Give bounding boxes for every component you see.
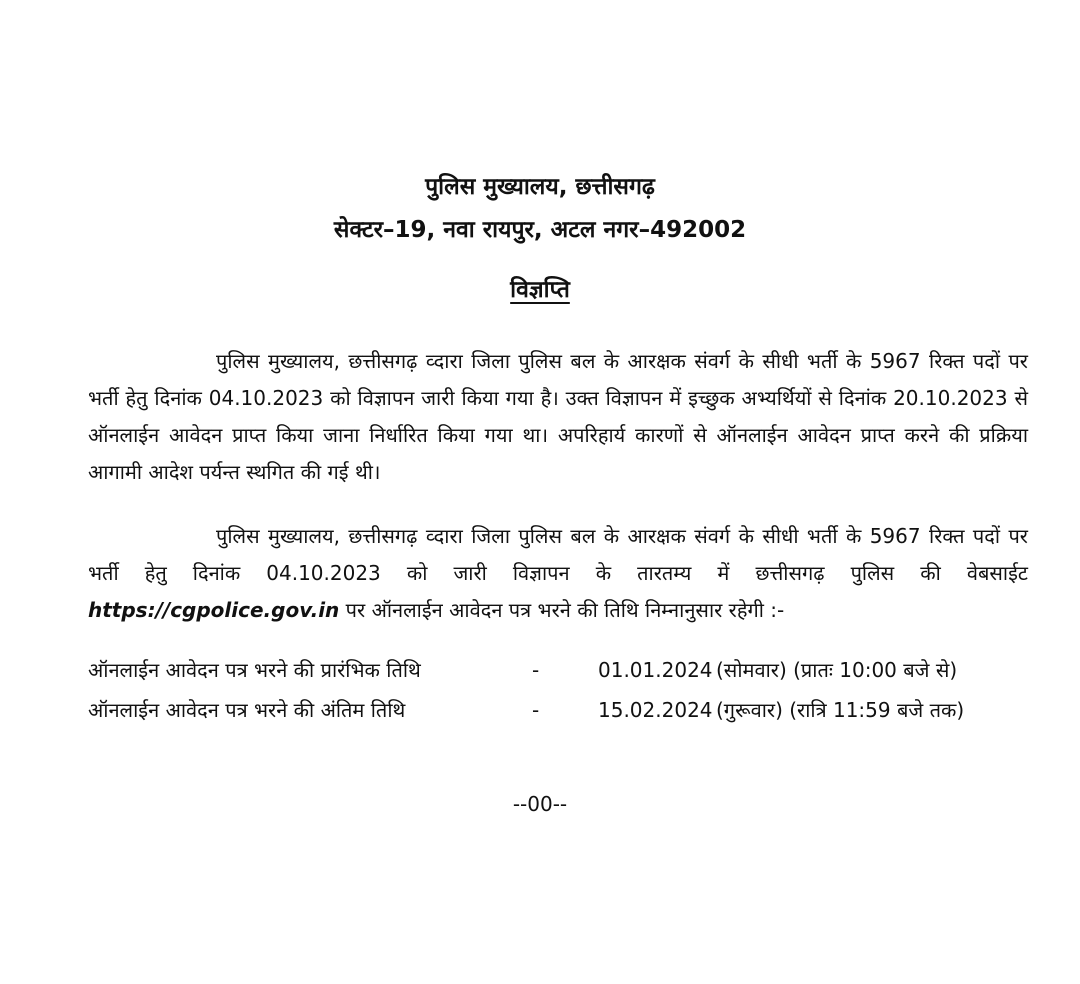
paragraph-2-text-end: पर ऑनलाईन आवेदन पत्र भरने की तिथि निम्नानुसार रहेगी :- [339,598,785,622]
schedule-label: ऑनलाईन आवेदन पत्र भरने की प्रारंभिक तिथि [88,658,421,682]
website-url[interactable]: https://cgpolice.gov.in [88,598,340,622]
schedule-row-end [88,693,1028,727]
notice-title-text: विज्ञप्ति [510,277,570,303]
notice-paragraph-1: पुलिस मुख्यालय, छत्तीसगढ़ व्दारा जिला पुलिस बल के आरक्षक संवर्ग के सीधी भर्ती के 5967 रिक्त पदों पर भर्ती हेतु दिनांक 04.10.2023 को विज्ञापन जारी किया गया है। उक्त विज्ञापन में इच्छुक अभ्यर्थियों से दिनांक 20.10.2023 से ऑनलाईन आवेदन प्राप्त किया जाना निर्धारित किया गया था। अपरिहार्य कारणों से ऑनलाईन आवेदन प्राप्त करने की प्रक्रिया आगामी आदेश पर्यन्त स्थगित की गई थी। [88,349,1028,484]
end-of-notice-mark: --00-- [512,792,568,816]
organization-name: पुलिस मुख्यालय, छत्तीसगढ़ [425,174,655,200]
schedule-separator: - [532,698,540,722]
paragraph-2-text-start: पुलिस मुख्यालय, छत्तीसगढ़ व्दारा जिला पुलिस बल के आरक्षक संवर्ग के सीधी भर्ती के 5967 रिक्त पदों पर भर्ती हेतु दिनांक 04.10.2023 को जारी विज्ञापन के तारतम्य में छत्तीसगढ़ पुलिस की वेबसाईट [88,524,1028,585]
schedule-separator: - [532,658,540,682]
notice-paragraph-2 [88,518,1028,629]
schedule-details: (सोमवार) (प्रातः 10:00 बजे से) [716,658,958,682]
schedule-date: 01.01.2024 [598,658,713,682]
schedule-row-start [88,653,1028,687]
schedule-details: (गुरूवार) (रात्रि 11:59 बजे तक) [716,698,965,722]
schedule-date: 15.02.2024 [598,698,713,722]
notice-title [0,272,1080,304]
schedule-label: ऑनलाईन आवेदन पत्र भरने की अंतिम तिथि [88,698,406,722]
organization-address: सेक्टर–19, नवा रायपुर, अटल नगर–492002 [333,217,747,243]
